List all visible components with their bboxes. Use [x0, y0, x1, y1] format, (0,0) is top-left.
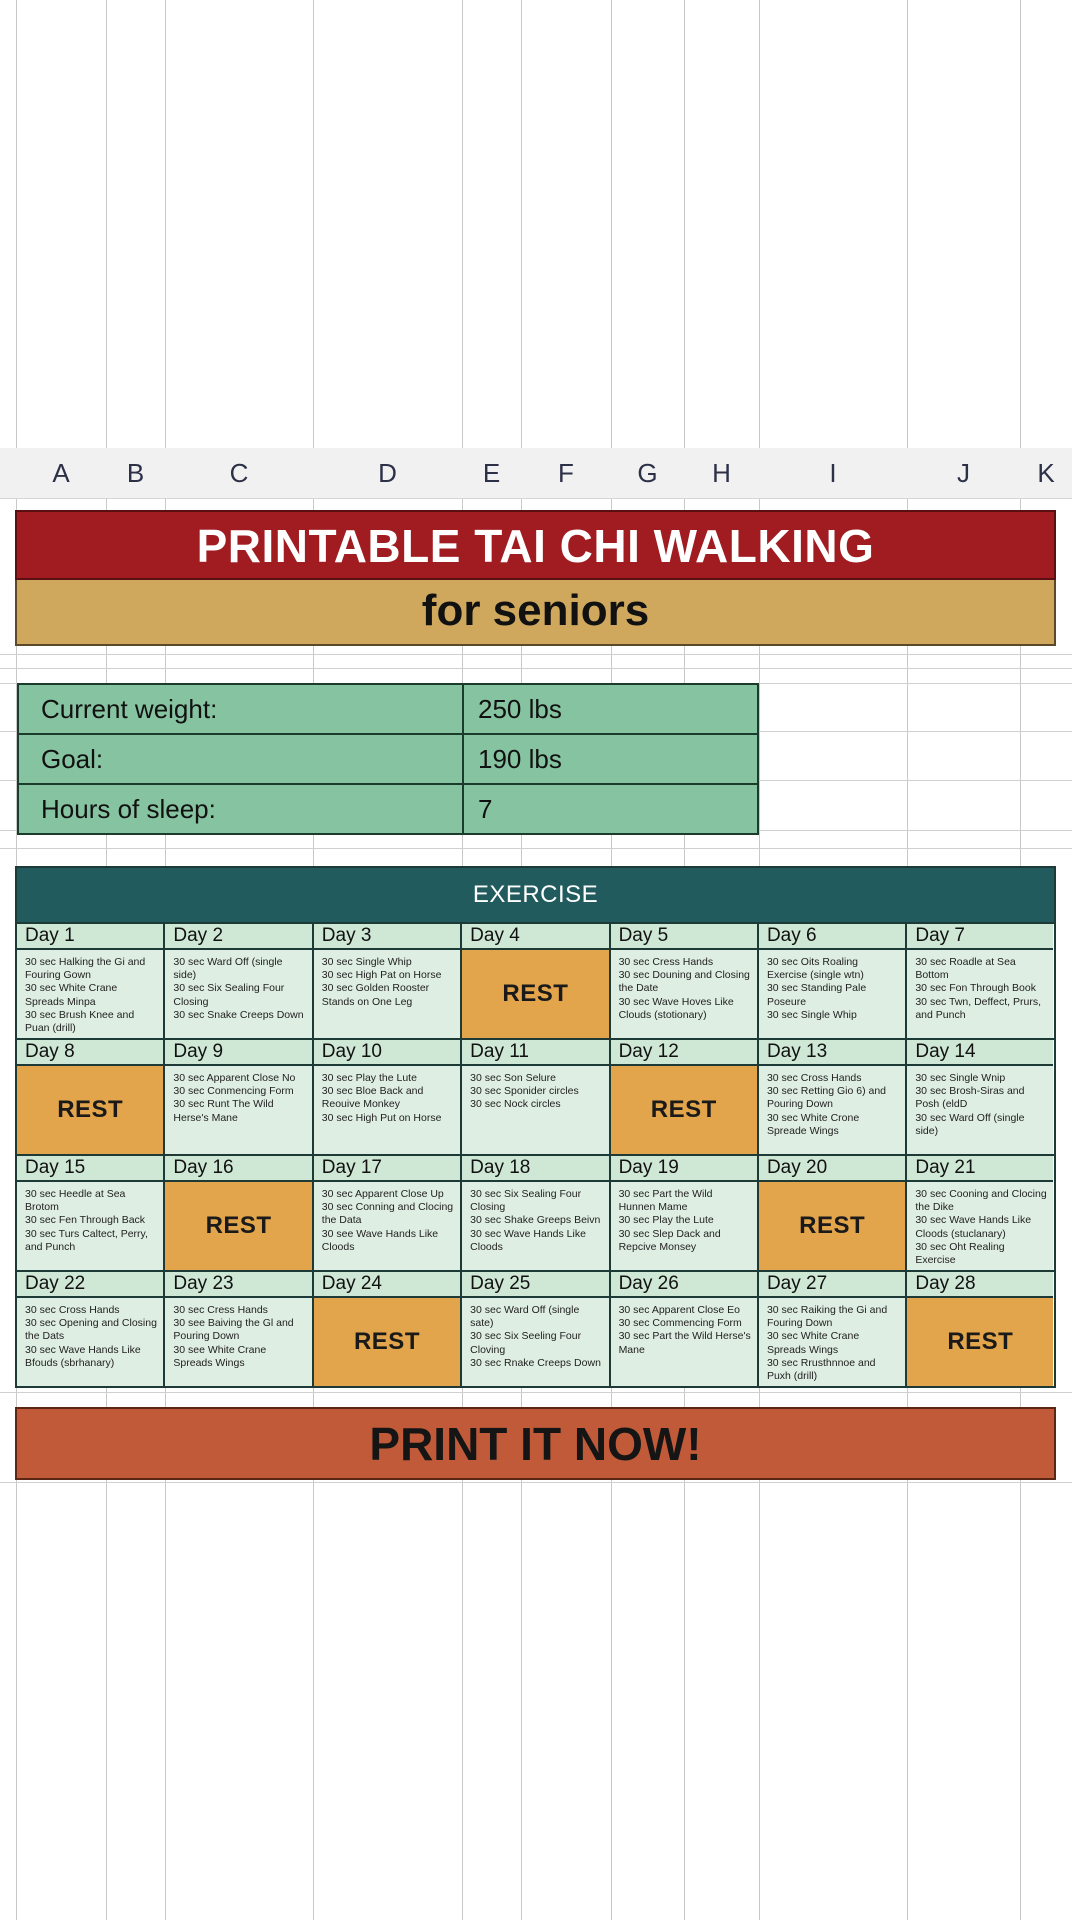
exercise-item: 30 sec Single Wnip	[915, 1072, 1006, 1084]
day-label: Day 14	[907, 1040, 1053, 1066]
exercise-list	[314, 1066, 460, 1154]
day-label: Day 20	[759, 1156, 905, 1182]
stat-row-goal	[19, 735, 757, 785]
exercise-item: 30 sec Cress Hands	[618, 956, 714, 968]
column-header-k[interactable]: K	[1037, 458, 1055, 488]
exercise-item: 30 sec Oht Realing Exercise	[915, 1240, 1005, 1267]
exercise-list	[17, 1182, 163, 1270]
rest-day-block	[907, 1298, 1053, 1386]
day-cell[interactable]	[314, 924, 462, 1038]
rest-label: REST	[650, 1096, 717, 1124]
exercise-list	[611, 950, 757, 1038]
exercise-list	[907, 1182, 1053, 1270]
exercise-list	[759, 1298, 905, 1386]
rest-label: REST	[502, 980, 569, 1008]
day-cell[interactable]	[462, 924, 610, 1038]
exercise-item: 30 sec Play the Lute	[321, 1072, 417, 1084]
calendar-week-row	[17, 1040, 1054, 1156]
exercise-item: 30 sec White Crone Spreade Wings	[766, 1111, 860, 1137]
exercise-item: 30 sec Six Seeling Four Cloving	[470, 1330, 582, 1356]
calendar-week-row	[17, 1272, 1054, 1386]
exercise-item: 30 sec Apparent Close No	[173, 1072, 296, 1084]
exercise-item: 30 sec Apparent Close Up	[321, 1188, 444, 1200]
exercise-list	[907, 1066, 1053, 1154]
exercise-item: 30 sec Douning and Closing the Date	[618, 969, 750, 995]
day-label: Day 4	[462, 924, 608, 950]
day-cell[interactable]	[907, 1040, 1053, 1154]
exercise-item: 30 sec Cross Hands	[25, 1304, 120, 1316]
exercise-item: 30 sec Play the Lute	[618, 1214, 714, 1227]
exercise-item: 30 sec Brush Knee and Puan (drill)	[25, 1008, 135, 1035]
day-label: Day 23	[165, 1272, 311, 1298]
column-header-c[interactable]: C	[229, 458, 249, 488]
exercise-item: 30 sec Sponider circles	[470, 1085, 579, 1098]
exercise-item: 30 sec Golden Rooster Stands on One Leg	[321, 982, 430, 1008]
exercise-item: 30 sec Rnake Creeps Down	[470, 1356, 601, 1369]
column-header-d[interactable]: D	[378, 458, 397, 488]
exercise-item: 30 sec Part the Wild Herse's Mane	[618, 1330, 751, 1356]
exercise-item: 30 sec Ward Off (single side)	[173, 956, 283, 982]
rest-day-block	[17, 1066, 163, 1154]
page-title: PRINTABLE TAI CHI WALKING	[15, 510, 1056, 580]
day-label: Day 16	[165, 1156, 311, 1182]
rest-day-block	[611, 1066, 757, 1154]
stat-value-goal[interactable]: 190 lbs	[478, 744, 562, 774]
rest-day-block	[314, 1298, 460, 1386]
exercise-item: 30 sec Commencing Form	[618, 1317, 742, 1330]
day-label: Day 26	[611, 1272, 757, 1298]
day-cell[interactable]	[17, 924, 165, 1038]
day-label: Day 10	[314, 1040, 460, 1066]
day-label: Day 15	[17, 1156, 163, 1182]
day-label: Day 5	[611, 924, 757, 950]
exercise-item: 30 sec Cress Hands	[173, 1304, 268, 1316]
day-label: Day 7	[907, 924, 1053, 950]
exercise-list	[611, 1298, 757, 1386]
day-label: Day 11	[462, 1040, 608, 1066]
day-cell[interactable]	[314, 1156, 462, 1270]
page-subtitle: for seniors	[15, 580, 1056, 646]
day-cell[interactable]	[165, 924, 313, 1038]
day-label: Day 13	[759, 1040, 905, 1066]
calendar-week-row	[17, 924, 1054, 1040]
exercise-item: 30 sec Fon Through Book	[915, 982, 1036, 995]
exercise-list	[314, 1182, 460, 1270]
exercise-list	[462, 1182, 608, 1270]
exercise-item: 30 sec Cooning and Clocing the Dike	[915, 1188, 1047, 1214]
exercise-item: 30 sec Opening and Closing the Dats	[25, 1317, 157, 1343]
exercise-item: 30 see White Crane Spreads Wings	[173, 1343, 267, 1369]
exercise-item: 30 sec Wave Hoves Like Clouds (stotionary)	[618, 995, 734, 1021]
exercise-item: 30 sec Single Whip	[321, 956, 412, 968]
column-header-f[interactable]: F	[558, 458, 574, 488]
exercise-item: 30 sec Snake Creeps Down	[173, 1008, 304, 1021]
day-cell[interactable]	[759, 924, 907, 1038]
stat-label-goal[interactable]: Goal:	[19, 735, 464, 783]
column-header-e[interactable]: E	[482, 458, 501, 488]
exercise-item: 30 sec Oits Roaling Exercise (single wtn)	[766, 956, 864, 982]
day-cell[interactable]	[611, 1156, 759, 1270]
exercise-list	[17, 950, 163, 1038]
exercise-item: 30 sec Wave Hands Like Bfouds (sbrhanary)	[25, 1343, 141, 1369]
exercise-list	[759, 950, 905, 1038]
column-header-h[interactable]: H	[712, 458, 731, 488]
rest-day-block	[165, 1182, 311, 1270]
day-cell[interactable]	[611, 1272, 759, 1386]
exercise-list	[165, 1298, 311, 1386]
exercise-item: 30 sec Cross Hands	[766, 1072, 862, 1084]
exercise-list	[462, 1298, 608, 1386]
exercise-item: 30 sec Fen Through Back	[25, 1214, 146, 1227]
exercise-item: 30 sec Six Sealing Four Closing	[470, 1188, 582, 1214]
print-now-button[interactable]: PRINT IT NOW!	[15, 1407, 1056, 1480]
exercise-item: 30 sec Roadle at Sea Bottom	[915, 956, 1016, 982]
exercise-list	[17, 1298, 163, 1386]
day-label: Day 17	[314, 1156, 460, 1182]
exercise-item: 30 sec Heedle at Sea Brotom	[25, 1188, 126, 1214]
day-label: Day 1	[17, 924, 163, 950]
exercise-list	[314, 950, 460, 1038]
day-cell[interactable]	[462, 1156, 610, 1270]
exercise-item: 30 see Wave Hands Like Cloods	[321, 1227, 439, 1253]
exercise-list	[165, 950, 311, 1038]
exercise-item: 30 sec Nock circles	[470, 1098, 561, 1111]
rest-day-block	[462, 950, 608, 1038]
day-label: Day 18	[462, 1156, 608, 1182]
day-label: Day 9	[165, 1040, 311, 1066]
day-cell[interactable]	[907, 924, 1053, 1038]
rest-label: REST	[353, 1328, 420, 1356]
column-header-i[interactable]: I	[829, 458, 837, 488]
exercise-item: 30 sec Bloe Back and Reouive Monkey	[321, 1085, 424, 1111]
column-header-b[interactable]: B	[126, 458, 145, 488]
exercise-list	[907, 950, 1053, 1038]
exercise-item: 30 sec Part the Wild Hunnen Mame	[618, 1188, 713, 1214]
day-cell[interactable]	[759, 1156, 907, 1270]
exercise-item: 30 sec Shake Greeps Beivn	[470, 1214, 601, 1227]
day-label: Day 25	[462, 1272, 608, 1298]
day-label: Day 21	[907, 1156, 1053, 1182]
calendar-week-row	[17, 1156, 1054, 1272]
exercise-item: 30 sec High Put on Horse	[321, 1111, 442, 1124]
day-cell[interactable]	[165, 1272, 313, 1386]
column-header-j[interactable]: J	[957, 458, 970, 488]
exercise-list	[759, 1066, 905, 1154]
column-header-a[interactable]: A	[52, 458, 70, 488]
exercise-item: 30 sec Twn, Deffect, Prurs, and Punch	[915, 995, 1042, 1021]
stat-label-sleep[interactable]: Hours of sleep:	[19, 785, 464, 833]
day-label: Day 28	[907, 1272, 1053, 1298]
exercise-header: EXERCISE	[17, 868, 1054, 924]
exercise-item: 30 sec Halking the Gi and Fouring Gown	[25, 956, 146, 982]
exercise-item: 30 sec Standing Pale Poseure	[766, 982, 867, 1008]
exercise-item: 30 sec Ward Off (single side)	[915, 1111, 1025, 1137]
day-label: Day 22	[17, 1272, 163, 1298]
day-cell[interactable]	[611, 924, 759, 1038]
exercise-item: 30 sec Wave Hands Like Cloods (stuclanary)	[915, 1214, 1032, 1240]
exercise-item: 30 sec Runt The Wild Herse's Mane	[173, 1098, 274, 1124]
day-label: Day 6	[759, 924, 905, 950]
day-cell[interactable]	[165, 1156, 313, 1270]
day-cell[interactable]	[165, 1040, 313, 1154]
day-cell[interactable]	[907, 1156, 1053, 1270]
exercise-item: 30 sec White Crane Spreads Minpa	[25, 982, 118, 1008]
exercise-item: 30 sec Wave Hands Like Cloods	[470, 1227, 586, 1253]
stat-label-weight[interactable]: Current weight:	[19, 685, 464, 733]
exercise-list	[165, 1066, 311, 1154]
day-label: Day 8	[17, 1040, 163, 1066]
rest-label: REST	[799, 1212, 866, 1240]
exercise-item: 30 sec Son Selure	[470, 1072, 556, 1084]
day-cell[interactable]	[462, 1272, 610, 1386]
day-label: Day 27	[759, 1272, 905, 1298]
stats-table	[17, 683, 759, 835]
calendar-weeks	[17, 924, 1054, 1386]
day-label: Day 19	[611, 1156, 757, 1182]
exercise-item: 30 sec Conmencing Form	[173, 1085, 294, 1098]
day-cell[interactable]	[611, 1040, 759, 1154]
day-cell[interactable]	[17, 1040, 165, 1154]
exercise-item: 30 see Baiving the Gl and Pouring Down	[173, 1317, 294, 1343]
exercise-item: 30 sec Rrusthnnoe and Puxh (drill)	[766, 1356, 876, 1383]
stat-row-weight	[19, 685, 757, 735]
exercise-item: 30 sec Slep Dack and Repcive Monsey	[618, 1227, 721, 1253]
exercise-item: 30 sec High Pat on Horse	[321, 969, 442, 982]
day-cell[interactable]	[314, 1040, 462, 1154]
rest-day-block	[759, 1182, 905, 1270]
rest-label: REST	[947, 1328, 1014, 1356]
day-cell[interactable]	[759, 1040, 907, 1154]
exercise-calendar	[15, 866, 1056, 1388]
exercise-item: 30 sec Single Whip	[766, 1008, 857, 1021]
stat-value-sleep[interactable]: 7	[478, 794, 493, 824]
column-header-row	[0, 448, 1072, 499]
stat-row-sleep	[19, 785, 757, 833]
day-cell[interactable]	[17, 1272, 165, 1386]
exercise-item: 30 sec Six Sealing Four Closing	[173, 982, 285, 1008]
day-label: Day 24	[314, 1272, 460, 1298]
day-cell[interactable]	[17, 1156, 165, 1270]
day-cell[interactable]	[314, 1272, 462, 1386]
exercise-item: 30 sec Retting Gio 6) and Pouring Down	[766, 1085, 887, 1111]
exercise-item: 30 sec White Crane Spreads Wings	[766, 1330, 860, 1356]
stat-value-weight[interactable]: 250 lbs	[478, 694, 562, 724]
exercise-item: 30 sec Ward Off (single sate)	[470, 1304, 580, 1330]
exercise-item: 30 sec Conning and Clocing the Data	[321, 1201, 454, 1227]
day-cell[interactable]	[759, 1272, 907, 1386]
exercise-item: 30 sec Brosh-Siras and Posh (eldD	[915, 1085, 1025, 1111]
exercise-item: 30 sec Apparent Close Eo	[618, 1304, 740, 1316]
day-label: Day 12	[611, 1040, 757, 1066]
exercise-item: 30 sec Raiking the Gi and Fouring Down	[766, 1304, 888, 1330]
day-cell[interactable]	[907, 1272, 1053, 1386]
exercise-list	[462, 1066, 608, 1154]
day-cell[interactable]	[462, 1040, 610, 1154]
exercise-list	[611, 1182, 757, 1270]
rest-label: REST	[205, 1212, 272, 1240]
rest-label: REST	[57, 1096, 124, 1124]
day-label: Day 3	[314, 924, 460, 950]
column-header-g[interactable]: G	[637, 458, 658, 488]
exercise-item: 30 sec Turs Caltect, Perry, and Punch	[25, 1227, 148, 1253]
day-label: Day 2	[165, 924, 311, 950]
